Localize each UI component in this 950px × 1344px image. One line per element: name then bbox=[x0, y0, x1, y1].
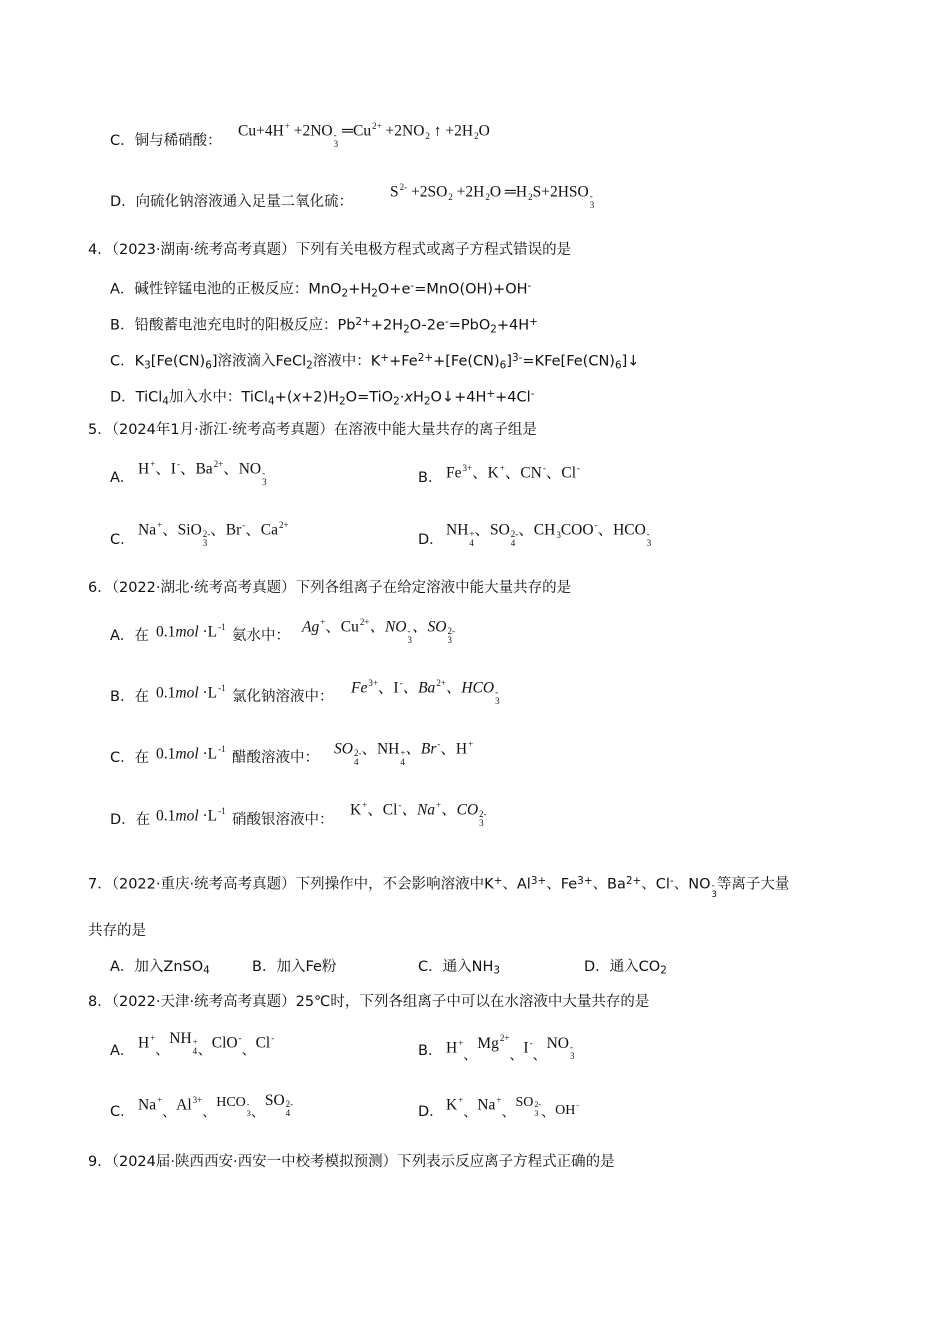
q6-option-b-label: B．在 bbox=[110, 689, 149, 705]
q4-option-d: D．TiCl4加入水中：TiCl4+(x+2)H2O=TiO2·xH2O↓+4H++4Cl- bbox=[110, 388, 535, 408]
q5-option-b-ions: $Fe^{3+}$、K+、CN-、Cl- bbox=[446, 463, 581, 482]
q8-option-c-ions: Na+、$Al^{3+}$、HCO - 3 、SO 2- 4 bbox=[138, 1092, 294, 1121]
q8-option-b-ions: H+、$Mg^{2+}$、I-、NO - 3 bbox=[446, 1033, 575, 1064]
q3-option-d-label: D．向硫化钠溶液通入足量二氧化硫： bbox=[110, 194, 354, 210]
q6-option-d-concentration: $0.1mol \cdot L^{-1}$ bbox=[156, 806, 226, 825]
q6-option-d-ions: K+、Cl-、Na+、CO 2- 3 bbox=[350, 800, 487, 828]
q7-option-a: A．加入ZnSO4 bbox=[110, 959, 210, 977]
q4-option-a: A．碱性锌锰电池的正极反应：MnO2+H2O+e-=MnO(OH)+OH- bbox=[110, 280, 532, 300]
q6-option-d-solution: 硝酸银溶液中： bbox=[232, 812, 334, 828]
question-7-stem: 7．（2022·重庆·统考高考真题）下列操作中，不会影响溶液中K+、$Al^{3+}$、$Fe^{3+}$、$Ba^{2+}$、Cl-、NO - 3 等离子大量 bbox=[88, 875, 790, 899]
q6-option-a-ions: Ag+、$Cu^{2+}$、NO - 3 、SO 2- 3 bbox=[302, 617, 455, 645]
q8-option-a-ions: H+、NH + 4 、ClO-、Cl- bbox=[138, 1030, 275, 1059]
q6-option-d-label: D．在 bbox=[110, 812, 151, 828]
q5-option-a-label: A． bbox=[110, 470, 135, 486]
q5-option-d-label: D． bbox=[418, 532, 444, 548]
question-4-stem: 4．（2023·湖南·统考高考真题）下列有关电极方程式或离子方程式错误的是 bbox=[88, 242, 572, 258]
question-7-stem-continued: 共存的是 bbox=[88, 923, 146, 939]
q6-option-a-concentration: $0.1mol \cdot L^{-1}$ bbox=[156, 622, 226, 641]
q6-option-a-solution: 氨水中： bbox=[232, 628, 290, 644]
question-9-stem: 9．（2024届·陕西西安·西安一中校考模拟预测）下列表示反应离子方程式正确的是 bbox=[88, 1154, 615, 1170]
q4-option-c: C．K3[Fe(CN)6]溶液滴入FeCl2溶液中：$K^++Fe^{2+}+[Fe(CN)6]^{3-}=KFe[Fe(CN)6]↓$ bbox=[110, 352, 640, 372]
q3-option-d-equation: $S^{2-} +2SO_2 +2H_2O$ $═H_2S+2HSO$ - 3 bbox=[390, 182, 595, 210]
question-8-stem: 8．（2022·天津·统考高考真题）25℃时，下列各组离子中可以在水溶液中大量共存的是 bbox=[88, 994, 650, 1010]
q6-option-b-ions: $Fe^{3+}$、I-、$Ba^{2+}$、HCO - 3 bbox=[351, 678, 500, 706]
q8-option-d-ions: K+、Na+、SO 2- 3 、OH- bbox=[446, 1094, 580, 1121]
q6-option-a-label: A．在 bbox=[110, 628, 149, 644]
q6-option-b-concentration: $0.1mol \cdot L^{-1}$ bbox=[156, 683, 226, 702]
q6-option-b-solution: 氯化钠溶液中： bbox=[232, 689, 334, 705]
q6-option-c-concentration: $0.1mol \cdot L^{-1}$ bbox=[156, 744, 226, 763]
q8-option-a-label: A． bbox=[110, 1043, 135, 1059]
q3-option-c-equation: Cu+4H+ +2NO - 3 $═Cu^{2+} +2NO_2$ ↑ $+2H_2O$ bbox=[238, 121, 490, 149]
q6-option-c-ions: SO 2- 4 、NH + 4 、Br-、H+ bbox=[334, 739, 474, 767]
q6-option-c-solution: 醋酸溶液中： bbox=[232, 750, 319, 766]
q5-option-d-ions: NH + 4 、SO 2- 4 、$CH_3COO^-$、HCO - 3 bbox=[446, 520, 652, 548]
q8-option-b-label: B． bbox=[418, 1043, 443, 1059]
question-5-stem: 5．（2024年1月·浙江·统考高考真题）在溶液中能大量共存的离子组是 bbox=[88, 422, 537, 438]
q4-option-b: B．铅酸蓄电池充电时的阳极反应：$Pb^{2+}+2H2O-2e^-=PbO2+4H^+$ bbox=[110, 316, 538, 336]
q8-option-d-label: D． bbox=[418, 1104, 444, 1120]
q7-option-d: D．通入CO2 bbox=[584, 959, 667, 977]
q3-option-c-label: C．铜与稀硝酸： bbox=[110, 133, 222, 149]
q8-option-c-label: C． bbox=[110, 1104, 135, 1120]
q5-option-a-ions: H+、I-、$Ba^{2+}$、NO - 3 bbox=[138, 459, 267, 487]
q6-option-c-label: C．在 bbox=[110, 750, 150, 766]
q5-option-b-label: B． bbox=[418, 470, 443, 486]
q7-option-c: C．通入NH3 bbox=[418, 959, 501, 977]
q7-option-b: B．加入Fe粉 bbox=[252, 959, 337, 975]
question-6-stem: 6．（2022·湖北·统考高考真题）下列各组离子在给定溶液中能大量共存的是 bbox=[88, 580, 572, 596]
q5-option-c-label: C． bbox=[110, 532, 135, 548]
q5-option-c-ions: Na+、SiO 2- 3 、Br-、$Ca^{2+}$ bbox=[138, 520, 289, 548]
